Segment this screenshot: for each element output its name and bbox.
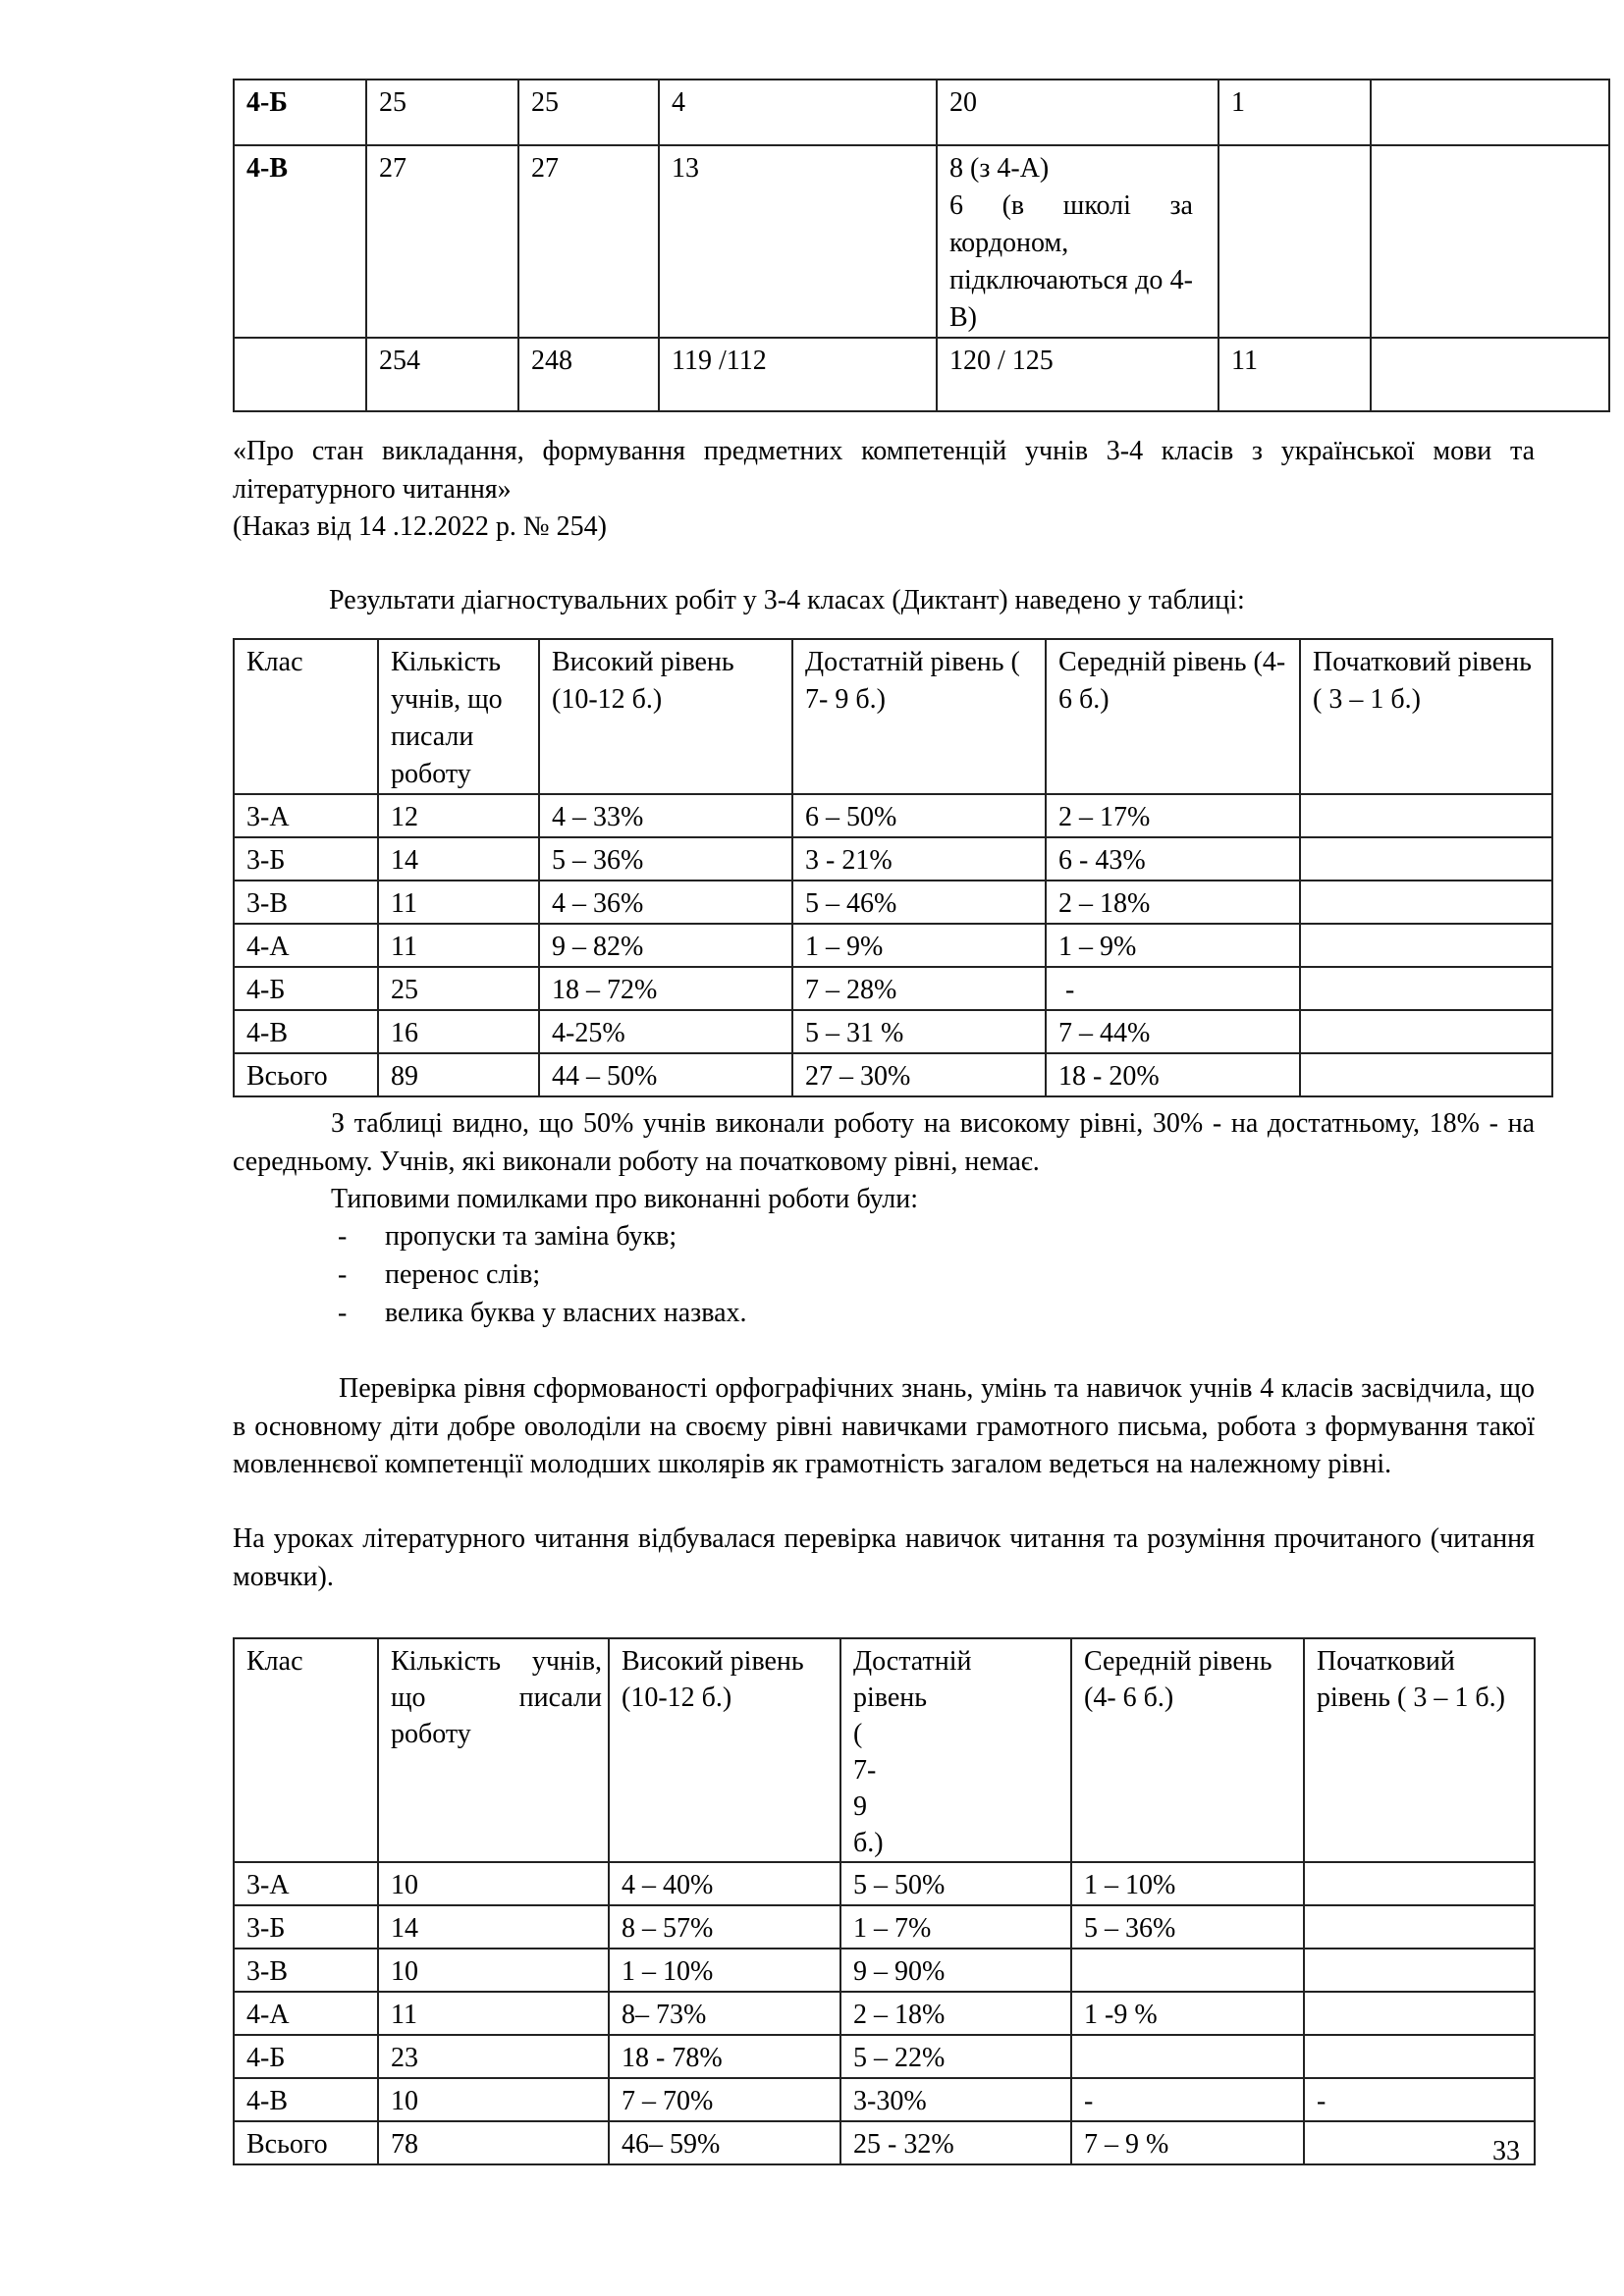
table-row [234, 2078, 1535, 2121]
table-cell: 5 – 31 % [792, 1010, 1046, 1053]
table-cell: 25 [518, 80, 659, 145]
table-cell: 3-Б [234, 1905, 378, 1949]
table-cell: 12 [378, 794, 539, 837]
error-text: пропуски та заміна букв; [385, 1221, 677, 1252]
table-cell: 25 [366, 80, 518, 145]
table-cell: - [1304, 2078, 1535, 2121]
table-row [234, 1949, 1535, 1992]
errors-intro: Типовими помилками про виконанні роботи були: [331, 1184, 919, 1214]
table-cell [1071, 2035, 1304, 2078]
table-cell: 2 – 17% [1046, 794, 1300, 837]
table-intro: Результати діагностувальних робіт у 3-4 класах (Диктант) наведено у таблиці: [329, 585, 1245, 615]
table-cell [1304, 2035, 1535, 2078]
table-cell: Всього [234, 2121, 378, 2164]
table-row [234, 1010, 1552, 1053]
table-cell: 14 [378, 1905, 609, 1949]
table-cell: 1 – 10% [609, 1949, 840, 1992]
table-cell: 1 -9 % [1071, 1992, 1304, 2035]
table-row [234, 924, 1552, 967]
table-cell: 4-В [234, 145, 366, 338]
bullet-dash: - [338, 1259, 348, 1290]
summary-paragraph: З таблиці видно, що 50% учнів виконали роботу на високому рівні, 30% - на достатньому, 18% - на середньому. Учнів, які виконали роботу на початковому рівні, немає. [233, 1108, 1535, 1177]
table-cell: 27 [366, 145, 518, 338]
table-cell: 119 /112 [659, 338, 937, 411]
table-header-row [234, 1638, 1535, 1862]
table-cell [1300, 924, 1552, 967]
table-cell: 18 - 78% [609, 2035, 840, 2078]
table-cell: 78 [378, 2121, 609, 2164]
table-cell: 1 – 9% [1046, 924, 1300, 967]
header-cell: Достатній рівень ( 7- 9 б.) [840, 1638, 1071, 1862]
header-cell: Кількість учнів, що писали роботу [378, 639, 539, 794]
table-cell [1300, 1010, 1552, 1053]
header-cell: Початковий рівень ( 3 – 1 б.) [1304, 1638, 1535, 1862]
table-cell: 2 – 18% [840, 1992, 1071, 2035]
table-row-total [234, 2121, 1535, 2164]
table-cell-note [937, 145, 1218, 338]
table-row [234, 794, 1552, 837]
table-cell: 11 [378, 924, 539, 967]
table-row [234, 1862, 1535, 1905]
table-cell: 1 – 10% [1071, 1862, 1304, 1905]
header-cell: Кількість учнів, що писали роботу [378, 1638, 609, 1862]
note-text: 6 (в школі за кордоном, підключаються до 4-В) [949, 190, 1193, 333]
table-cell: 7 – 44% [1046, 1010, 1300, 1053]
table-cell [1371, 338, 1609, 411]
header-cell: Середній рівень (4- 6 б.) [1046, 639, 1300, 794]
table-cell: 6 - 43% [1046, 837, 1300, 881]
table-cell: 9 – 90% [840, 1949, 1071, 1992]
table-cell [1300, 881, 1552, 924]
table-cell: 44 – 50% [539, 1053, 792, 1096]
table-cell [1304, 1949, 1535, 1992]
table-cell: 27 [518, 145, 659, 338]
table-cell: 27 – 30% [792, 1053, 1046, 1096]
header-cell: Високий рівень (10-12 б.) [609, 1638, 840, 1862]
order-reference: (Наказ від 14 .12.2022 р. № 254) [233, 511, 607, 542]
note-line: 8 (з 4-А) [949, 153, 1050, 184]
table-cell: 254 [366, 338, 518, 411]
table-cell: 5 – 36% [539, 837, 792, 881]
table-cell: 3-В [234, 1949, 378, 1992]
table-row [234, 145, 1609, 338]
orthography-paragraph: Перевірка рівня сформованості орфографічних знань, умінь та навичок учнів 4 класів засвідчила, що в основному діти добре оволоділи на своєму рівні навичками грамотного письма, робота з формування такої мовленнєвої компетенції молодших школярів як грамотність загалом ведеться на належному рівні. [233, 1373, 1535, 1479]
table-cell: 3-А [234, 794, 378, 837]
dictation-results-table [233, 638, 1553, 1097]
table-cell: 5 – 50% [840, 1862, 1071, 1905]
table-cell: 7 – 9 % [1071, 2121, 1304, 2164]
table-cell: 10 [378, 1862, 609, 1905]
table-cell: 23 [378, 2035, 609, 2078]
reading-paragraph: На уроках літературного читання відбувалася перевірка навичок читання та розуміння прочитаного (читання мовчки). [233, 1523, 1535, 1592]
table-cell: 18 - 20% [1046, 1053, 1300, 1096]
table-cell: 4-В [234, 1010, 378, 1053]
table-cell: 8– 73% [609, 1992, 840, 2035]
table-row [234, 967, 1552, 1010]
header-cell: Високий рівень (10-12 б.) [539, 639, 792, 794]
table-cell: 4 – 40% [609, 1862, 840, 1905]
table-cell: 46– 59% [609, 2121, 840, 2164]
table-cell: 5 – 46% [792, 881, 1046, 924]
order-title: «Про стан викладання, формування предметних компетенцій учнів 3-4 класів з української мови та літературного читання» [233, 436, 1535, 505]
table-cell [1304, 1992, 1535, 2035]
reading-results-table [233, 1637, 1536, 2165]
header-cell: Достатній рівень ( 7- 9 б.) [792, 639, 1046, 794]
table-cell: 20 [937, 80, 1218, 145]
table-cell: 1 [1218, 80, 1371, 145]
table-row [234, 80, 1609, 145]
table-cell: 2 – 18% [1046, 881, 1300, 924]
bullet-dash: - [338, 1298, 348, 1328]
table-cell: 9 – 82% [539, 924, 792, 967]
table-row [234, 338, 1609, 411]
table-cell: 18 – 72% [539, 967, 792, 1010]
table-cell: 4 – 36% [539, 881, 792, 924]
table-header-row [234, 639, 1552, 794]
table-row [234, 837, 1552, 881]
table-cell: 10 [378, 1949, 609, 1992]
table-cell: 4-Б [234, 80, 366, 145]
header-cell: Клас [234, 639, 378, 794]
table-cell: 5 – 36% [1071, 1905, 1304, 1949]
table-cell: 1 – 9% [792, 924, 1046, 967]
table-cell [1300, 794, 1552, 837]
bullet-dash: - [338, 1221, 348, 1252]
table-cell: 25 - 32% [840, 2121, 1071, 2164]
table-cell: 248 [518, 338, 659, 411]
table-cell: - [1046, 967, 1300, 1010]
table-cell [1300, 1053, 1552, 1096]
table-cell [1371, 80, 1609, 145]
table-cell: 3 - 21% [792, 837, 1046, 881]
table-cell [1300, 967, 1552, 1010]
table-cell: 3-А [234, 1862, 378, 1905]
error-text: перенос слів; [385, 1259, 541, 1290]
table-cell: 1 – 7% [840, 1905, 1071, 1949]
page-number: 33 [1492, 2136, 1520, 2166]
table-cell: - [1071, 2078, 1304, 2121]
table-row-total [234, 1053, 1552, 1096]
enrollment-table [233, 79, 1610, 412]
error-text: велика буква у власних назвах. [385, 1298, 747, 1328]
table-cell: 8 – 57% [609, 1905, 840, 1949]
table-cell: 3-В [234, 881, 378, 924]
header-cell: Середній рівень (4- 6 б.) [1071, 1638, 1304, 1862]
table-cell: 3-30% [840, 2078, 1071, 2121]
table-cell: 4-Б [234, 2035, 378, 2078]
table-cell: 4-Б [234, 967, 378, 1010]
table-cell [1300, 837, 1552, 881]
table-row [234, 881, 1552, 924]
header-cell: Початковий рівень ( 3 – 1 б.) [1300, 639, 1552, 794]
table-cell [1371, 145, 1609, 338]
table-cell [1304, 1862, 1535, 1905]
table-cell: 4-В [234, 2078, 378, 2121]
table-row [234, 2035, 1535, 2078]
table-cell: 11 [378, 881, 539, 924]
table-cell: 14 [378, 837, 539, 881]
table-cell: 13 [659, 145, 937, 338]
table-cell: 5 – 22% [840, 2035, 1071, 2078]
table-cell: 3-Б [234, 837, 378, 881]
table-cell: 10 [378, 2078, 609, 2121]
table-cell [234, 338, 366, 411]
table-cell: 7 – 28% [792, 967, 1046, 1010]
table-cell: 4-А [234, 924, 378, 967]
table-cell [1071, 1949, 1304, 1992]
header-cell: Клас [234, 1638, 378, 1862]
table-cell: 4-25% [539, 1010, 792, 1053]
table-cell: 7 – 70% [609, 2078, 840, 2121]
table-cell: 120 / 125 [937, 338, 1218, 411]
table-cell: 89 [378, 1053, 539, 1096]
table-cell: 25 [378, 967, 539, 1010]
table-cell: 4-А [234, 1992, 378, 2035]
table-cell: 4 [659, 80, 937, 145]
table-row [234, 1992, 1535, 2035]
table-cell: 16 [378, 1010, 539, 1053]
table-cell: Всього [234, 1053, 378, 1096]
table-row [234, 1905, 1535, 1949]
table-cell: 4 – 33% [539, 794, 792, 837]
table-cell: 6 – 50% [792, 794, 1046, 837]
table-cell: 11 [1218, 338, 1371, 411]
table-cell: 11 [378, 1992, 609, 2035]
table-cell [1304, 1905, 1535, 1949]
table-cell [1218, 145, 1371, 338]
